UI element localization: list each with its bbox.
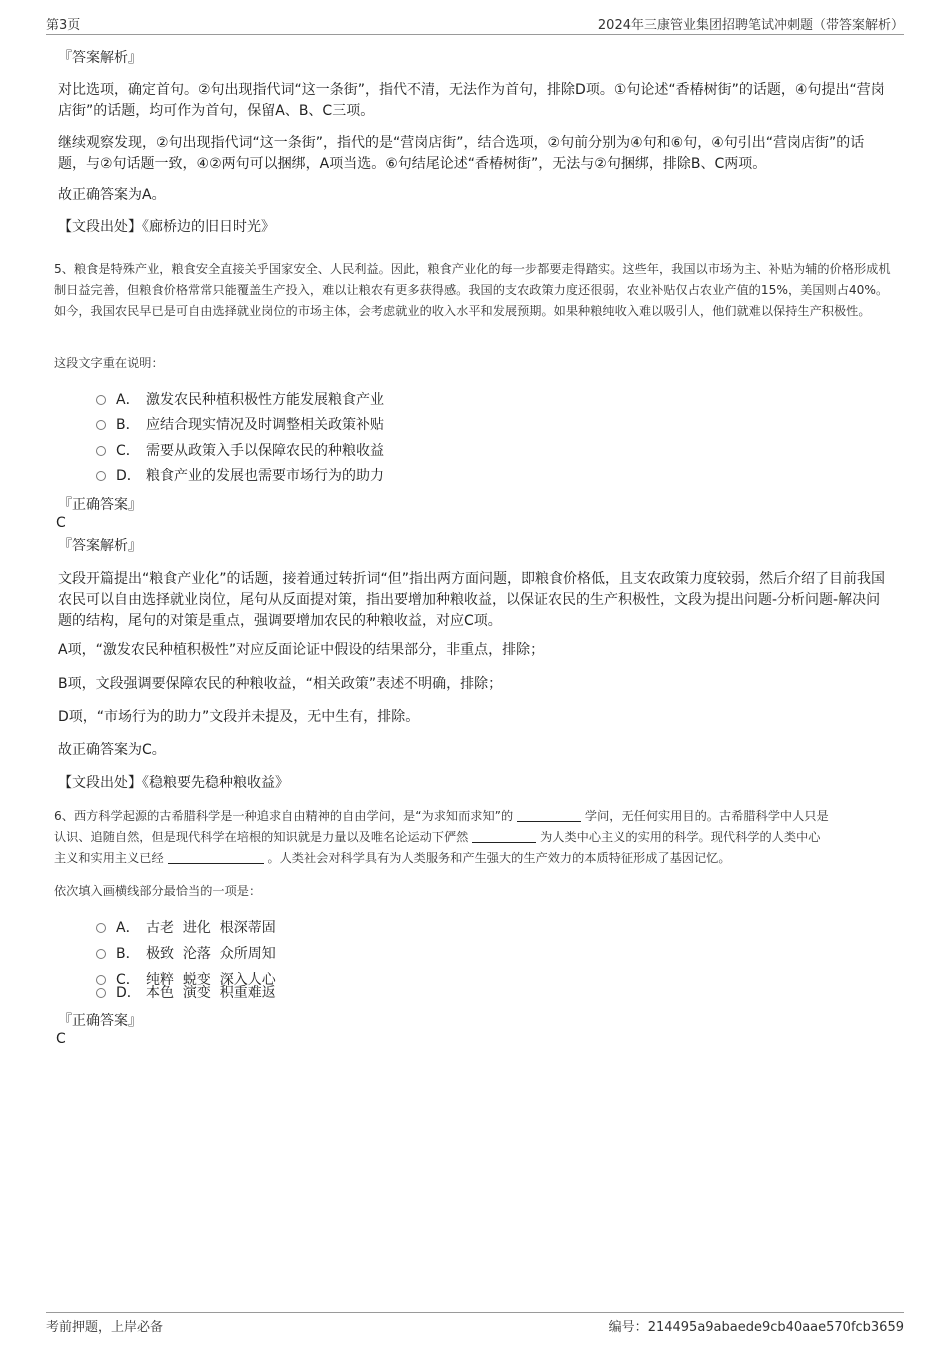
serial-label: 编号：: [608, 1320, 648, 1335]
serial-number: [609, 1316, 904, 1335]
fill-blank: [517, 809, 581, 822]
footer-slogan: 考前押题，上岸必备: [46, 1320, 164, 1335]
analysis-tag: 『答案解析』: [58, 50, 142, 66]
option-text: 粮食产业的发展也需要市场行为的助力: [146, 468, 384, 484]
option-text: 激发农民种植积极性方能发展粮食产业: [146, 392, 384, 408]
option-b[interactable]: [96, 944, 276, 964]
option-text: 古老 进化 根深蒂固: [146, 920, 276, 936]
page-footer: [46, 1312, 904, 1335]
option-letter: B．: [116, 946, 140, 962]
option-text: 需要从政策入手以保障农民的种粮收益: [146, 443, 384, 459]
correct-answer: C: [56, 1031, 66, 1047]
analysis-tag: 『答案解析』: [58, 538, 142, 554]
option-text: 本色 演变 积重难返: [146, 985, 276, 1001]
passage-text: 学问，无任何实用目的。古希腊科学中人只是: [584, 809, 829, 823]
page-number: 第3页: [46, 18, 81, 33]
question-passage-line: [54, 806, 904, 827]
passage-text: 6、西方科学起源的古希腊科学是一种追求自由精神的自由学问，是“为求知而求知”的: [54, 809, 514, 823]
question-prompt: 依次填入画横线部分最恰当的一项是：: [54, 884, 262, 898]
option-d[interactable]: [96, 983, 276, 1003]
option-letter: D．: [116, 468, 141, 484]
option-letter: B．: [116, 417, 140, 433]
radio-icon[interactable]: [96, 949, 106, 959]
radio-icon[interactable]: [96, 471, 106, 481]
analysis-paragraph: 文段开篇提出“粮食产业化”的话题，接着通过转折词“但”指出两方面问题，即粮食价格低，且支农政策力度较弱，然后介绍了目前我国农民可以自由选择就业岗位，尾句从反面提对策，指出要增加种粮收益，以保证农民的生产积极性，文段为提出问题-分析问题-解决问题的结构，尾句的对策是重点，强调要增加农民的种粮收益，对应C项。: [58, 571, 886, 629]
question-passage: 5、粮食是特殊产业，粮食安全直接关乎国家安全、人民利益。因此，粮食产业化的每一步都要走得踏实。这些年，我国以市场为主、补贴为辅的价格形成机制日益完善，但粮食价格常常只能覆盖生产投入，难以让粮农有更多获得感。我国的支农政策力度还很弱，农业补贴仅占农业产值的15%，美国则占40%。如今，我国农民早已是可自由选择就业岗位的市场主体，会考虑就业的收入水平和发展预期。如果种粮纯收入难以吸引人，他们就难以保持生产积极性。: [54, 262, 891, 318]
question-passage-line: [54, 827, 904, 848]
option-b[interactable]: [96, 415, 384, 435]
source-citation: 【文段出处】《稳粮要先稳种粮收益》: [58, 775, 289, 791]
question-prompt: 这段文字重在说明：: [54, 356, 164, 370]
option-d[interactable]: [96, 466, 384, 486]
option-a[interactable]: [96, 390, 384, 410]
option-letter: D．: [116, 985, 141, 1001]
answer-tag: 『正确答案』: [58, 1013, 142, 1029]
conclusion: 故正确答案为A。: [58, 187, 166, 203]
passage-text: 。人类社会对科学具有为人类服务和产生强大的生产效力的本质特征形成了基因记忆。: [267, 851, 731, 865]
fill-blank: [168, 851, 264, 864]
elimination-a: A项，“激发农民种植积极性”对应反面论证中假设的结果部分，非重点，排除；: [58, 642, 545, 658]
question-passage-line: [54, 848, 904, 869]
option-letter: A．: [116, 392, 140, 408]
source-citation: 【文段出处】《廊桥边的旧日时光》: [58, 219, 275, 235]
option-text: 纯粹 蜕变 深入人心: [146, 972, 276, 988]
document-title: 2024年三康管业集团招聘笔试冲刺题（带答案解析）: [597, 18, 904, 33]
analysis-paragraph: 继续观察发现，②句出现指代词“这一条街”，指代的是“营岗店街”，结合选项，②句前分别为④句和⑥句，④句引出“营岗店街”的话题，与②句话题一致，④②两句可以捆绑，A项当选。⑥句结尾论述“香椿树街”，无法与②句捆绑，排除B、C两项。: [58, 135, 865, 172]
serial-value: 214495a9abaede9cb40aae570fcb3659: [647, 1320, 904, 1335]
option-c[interactable]: [96, 441, 384, 461]
option-letter: C．: [116, 443, 140, 459]
page-header: [46, 14, 904, 35]
passage-text: 认识、追随自然，但是现代科学在培根的知识就是力量以及唯名论运动下俨然: [54, 830, 469, 844]
analysis-paragraph: 对比选项，确定首句。②句出现指代词“这一条街”，指代不清，无法作为首句，排除D项。①句论述“香椿树街”的话题，④句提出“营岗店街”的话题，均可作为首句，保留A、B、C三项。: [58, 82, 885, 119]
radio-icon[interactable]: [96, 420, 106, 430]
option-a[interactable]: [96, 918, 276, 938]
radio-icon[interactable]: [96, 923, 106, 933]
option-letter: C．: [116, 972, 140, 988]
fill-blank: [472, 830, 536, 843]
option-letter: A．: [116, 920, 140, 936]
conclusion: 故正确答案为C。: [58, 742, 166, 758]
passage-text: 主义和实用主义已经: [54, 851, 164, 865]
passage-text: 为人类中心主义的实用的科学。现代科学的人类中心: [540, 830, 821, 844]
option-text: 应结合现实情况及时调整相关政策补贴: [146, 417, 384, 433]
radio-icon[interactable]: [96, 988, 106, 998]
radio-icon[interactable]: [96, 446, 106, 456]
correct-answer: C: [56, 515, 66, 531]
answer-tag: 『正确答案』: [58, 497, 142, 513]
radio-icon[interactable]: [96, 395, 106, 405]
elimination-d: D项，“市场行为的助力”文段并未提及，无中生有，排除。: [58, 709, 420, 725]
elimination-b: B项，文段强调要保障农民的种粮收益，“相关政策”表述不明确，排除；: [58, 676, 503, 692]
option-text: 极致 沦落 众所周知: [146, 946, 276, 962]
